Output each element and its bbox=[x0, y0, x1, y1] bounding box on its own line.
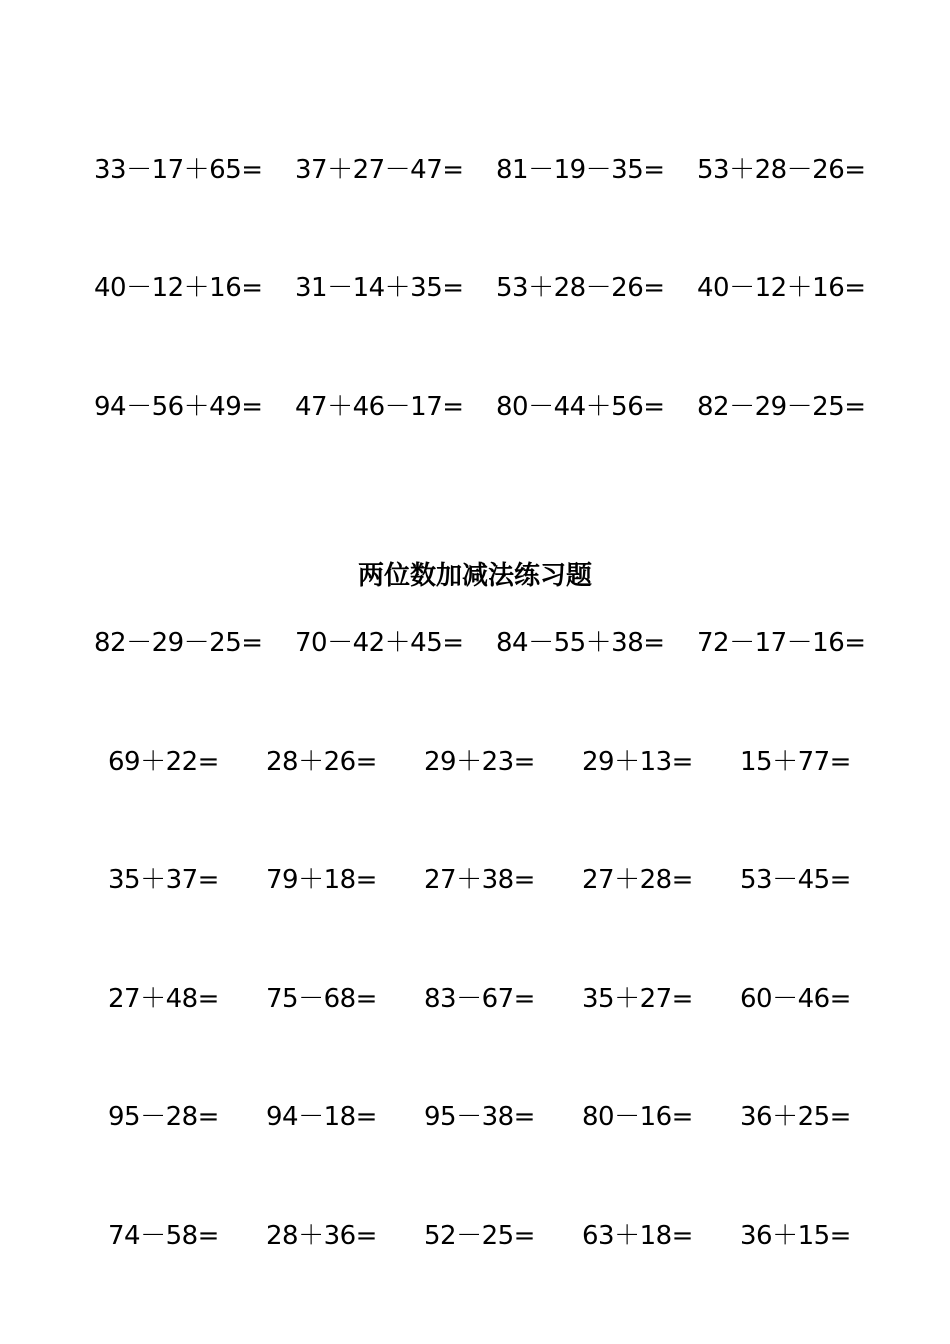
math-problem: 72－17－16= bbox=[697, 628, 866, 658]
problem-row-3 bbox=[0, 387, 950, 427]
problem-row-9 bbox=[0, 1216, 950, 1256]
math-problem: 53－45= bbox=[740, 865, 851, 895]
problem-row-6 bbox=[0, 860, 950, 900]
math-problem: 29＋23= bbox=[424, 747, 535, 777]
math-problem: 36＋15= bbox=[740, 1221, 851, 1251]
math-problem: 82－29－25= bbox=[697, 392, 866, 422]
math-problem: 70－42＋45= bbox=[295, 628, 464, 658]
math-problem: 83－67= bbox=[424, 984, 535, 1014]
math-problem: 36＋25= bbox=[740, 1102, 851, 1132]
math-problem: 82－29－25= bbox=[94, 628, 263, 658]
math-problem: 69＋22= bbox=[108, 747, 219, 777]
math-problem: 52－25= bbox=[424, 1221, 535, 1251]
math-problem: 95－38= bbox=[424, 1102, 535, 1132]
math-problem: 40－12＋16= bbox=[94, 273, 263, 303]
math-problem: 94－18= bbox=[266, 1102, 377, 1132]
math-problem: 84－55＋38= bbox=[496, 628, 665, 658]
math-problem: 79＋18= bbox=[266, 865, 377, 895]
math-problem: 33－17＋65= bbox=[94, 155, 263, 185]
math-problem: 28＋36= bbox=[266, 1221, 377, 1251]
problem-row-8 bbox=[0, 1097, 950, 1137]
problem-row-2 bbox=[0, 268, 950, 308]
math-problem: 27＋28= bbox=[582, 865, 693, 895]
math-problem: 95－28= bbox=[108, 1102, 219, 1132]
math-problem: 53＋28－26= bbox=[697, 155, 866, 185]
math-problem: 40－12＋16= bbox=[697, 273, 866, 303]
math-problem: 60－46= bbox=[740, 984, 851, 1014]
math-problem: 53＋28－26= bbox=[496, 273, 665, 303]
math-problem: 63＋18= bbox=[582, 1221, 693, 1251]
math-problem: 37＋27－47= bbox=[295, 155, 464, 185]
math-problem: 35＋37= bbox=[108, 865, 219, 895]
math-problem: 47＋46－17= bbox=[295, 392, 464, 422]
math-problem: 28＋26= bbox=[266, 747, 377, 777]
math-problem: 80－44＋56= bbox=[496, 392, 665, 422]
math-problem: 74－58= bbox=[108, 1221, 219, 1251]
math-problem: 27＋48= bbox=[108, 984, 219, 1014]
problem-row-4 bbox=[0, 623, 950, 663]
problem-row-1 bbox=[0, 150, 950, 190]
math-problem: 94－56＋49= bbox=[94, 392, 263, 422]
math-problem: 80－16= bbox=[582, 1102, 693, 1132]
math-problem: 35＋27= bbox=[582, 984, 693, 1014]
math-problem: 27＋38= bbox=[424, 865, 535, 895]
math-problem: 29＋13= bbox=[582, 747, 693, 777]
math-problem: 75－68= bbox=[266, 984, 377, 1014]
math-problem: 15＋77= bbox=[740, 747, 851, 777]
worksheet-title: 两位数加减法练习题 bbox=[357, 561, 592, 591]
math-problem: 81－19－35= bbox=[496, 155, 665, 185]
problem-row-7 bbox=[0, 979, 950, 1019]
math-problem: 31－14＋35= bbox=[295, 273, 464, 303]
problem-row-5 bbox=[0, 742, 950, 782]
